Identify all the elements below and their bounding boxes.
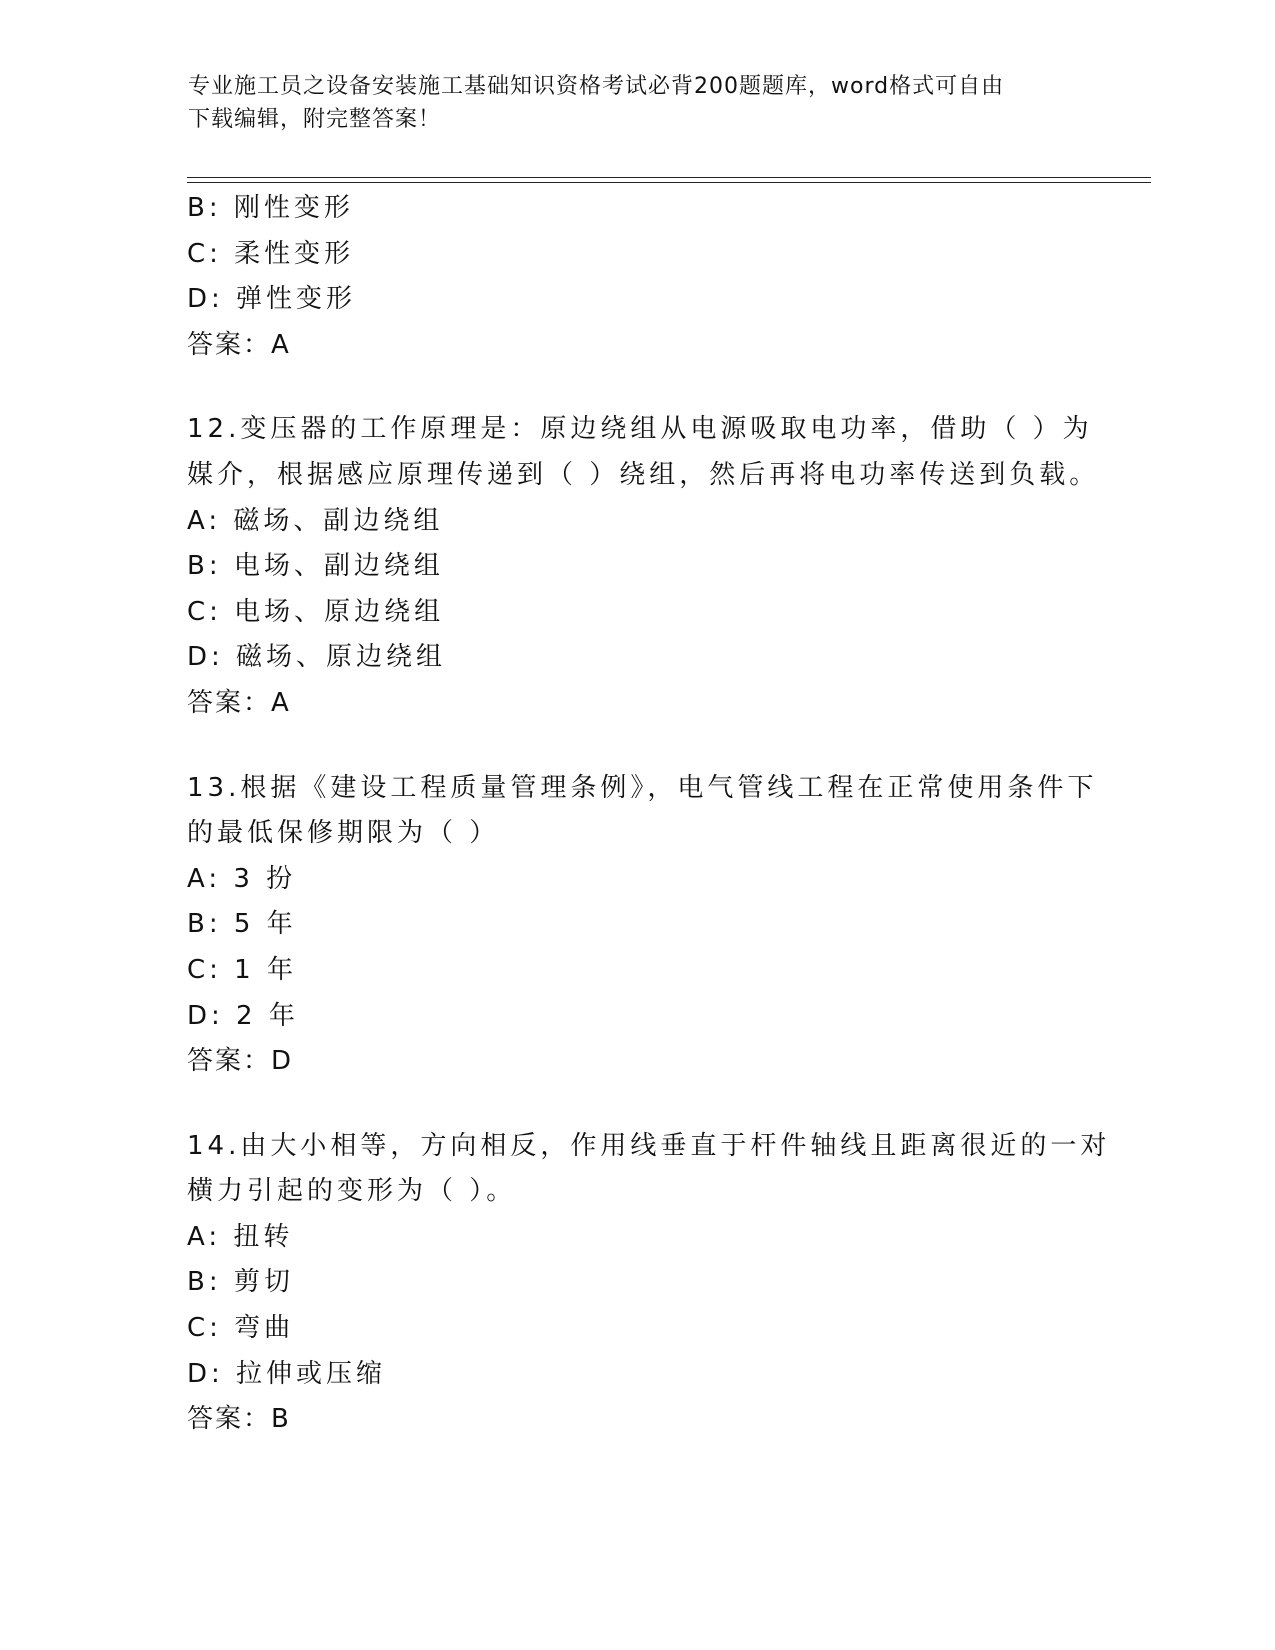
- option-a: A: 磁场、副边绕组: [187, 505, 444, 536]
- header-divider-top: [187, 177, 1151, 178]
- question-stem-line: 横力引起的变形为（ ）。: [187, 1176, 517, 1207]
- question-12: [187, 407, 1100, 726]
- question-stem-line: 14.由大小相等，方向相反，作用线垂直于杆件轴线且距离很近的一对: [187, 1130, 1111, 1161]
- option-d: D: 2 年: [187, 1000, 299, 1031]
- question-13: [187, 766, 1098, 1085]
- question-14: [187, 1124, 1111, 1443]
- option-c: C: 弯曲: [187, 1313, 295, 1344]
- option-a: A: 3 扮: [187, 863, 297, 894]
- option-c: C: 电场、原边绕组: [187, 596, 445, 627]
- option-b: B: 剪切: [187, 1267, 294, 1298]
- header-line-1: 专业施工员之设备安装施工基础知识资格考试必背200题题库，word格式可自由: [188, 74, 1005, 99]
- spacer: [187, 1085, 1087, 1124]
- option-c: C: 柔性变形: [187, 238, 355, 269]
- question-stem-line: 12.变压器的工作原理是：原边绕组从电源吸取电功率，借助（ ）为: [187, 414, 1093, 445]
- spacer: [187, 368, 1087, 407]
- option-d: D: 磁场、原边绕组: [187, 642, 447, 673]
- question-stem-line: 媒介，根据感应原理传递到（ ）绕组，然后再将电功率传送到负载。: [187, 459, 1100, 490]
- question-11-continuation: [187, 186, 1087, 368]
- option-d: D: 拉伸或压缩: [187, 1358, 387, 1389]
- question-list: [187, 186, 1111, 1443]
- option-b: B: 5 年: [187, 909, 297, 940]
- header-line-2: 下载编辑，附完整答案！: [188, 107, 442, 132]
- document-header: [188, 70, 1068, 136]
- answer-line: 答案：A: [187, 687, 291, 718]
- option-a: A: 扭转: [187, 1221, 294, 1252]
- answer-line: 答案：B: [187, 1404, 291, 1435]
- spacer: [187, 727, 1087, 766]
- option-c: C: 1 年: [187, 954, 297, 985]
- answer-line: 答案：A: [187, 329, 291, 360]
- header-divider-bottom: [187, 182, 1151, 183]
- option-d: D: 弹性变形: [187, 284, 357, 315]
- answer-line: 答案：D: [187, 1046, 294, 1077]
- question-stem-line: 13.根据《建设工程质量管理条例》，电气管线工程在正常使用条件下: [187, 772, 1098, 803]
- option-b: B: 电场、副边绕组: [187, 551, 444, 582]
- option-b: B: 刚性变形: [187, 193, 354, 223]
- question-stem-line: 的最低保修期限为（ ）: [187, 818, 500, 849]
